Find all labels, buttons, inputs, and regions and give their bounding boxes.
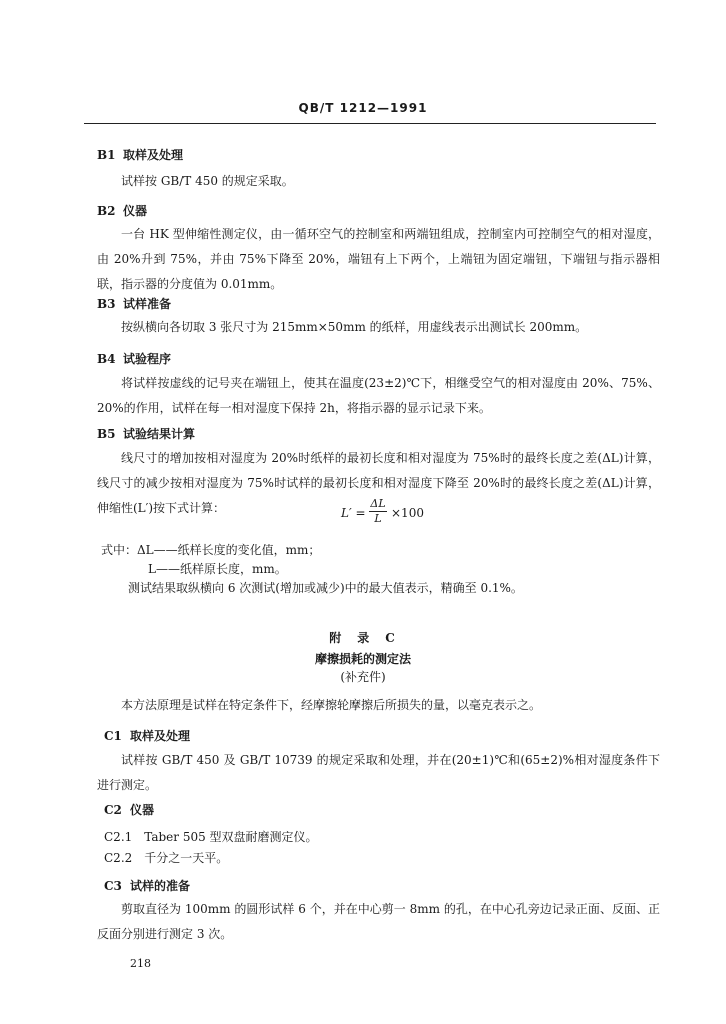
section-number: C1 [104,729,122,743]
section-b2-heading [97,202,147,219]
section-number: C3 [104,879,122,893]
formula-lhs: L′ = [341,506,366,520]
section-title: 仪器 [130,803,155,817]
section-number: B1 [97,148,116,162]
section-title: 取样及处理 [130,729,191,743]
section-b5-text: 线尺寸的增加按相对湿度为 20%时纸样的最初长度和相对湿度为 75%时的最终长度之差(ΔL)计算，线尺寸的减少按相对湿度为 75%时试样的最初长度和相对湿度下降至 20%时的最终长度之差(ΔL)计算，伸缩性(L′)按下式计算： [97,451,660,515]
section-number: C2 [104,803,122,817]
section-b5-heading [97,425,195,442]
section-title: 取样及处理 [123,148,184,162]
page-number: 218 [130,957,151,970]
section-b3-text: 按纵横向各切取 3 张尺寸为 215mm×50mm 的纸样，用虚线表示出测试长 200mm。 [121,320,588,334]
formula-fraction [369,497,387,526]
section-number: B3 [97,297,116,311]
section-title: 试验结果计算 [123,427,196,441]
header-rule [84,123,656,124]
result-text: 测试结果取纵横向 6 次测试(增加或减少)中的最大值表示，精确至 0.1%。 [128,581,523,595]
c2-item-2: C2.2 千分之一天平。 [104,851,229,865]
section-b4-text: 将试样按虚线的记号夹在端钮上，使其在温度(23±2)℃下，相继受空气的相对湿度由 20%、75%、20%的作用，试样在每一相对湿度下保持 2h，将指示器的显示记录下来。 [97,376,660,415]
appendix-subtitle: (补充件) [340,670,386,684]
section-title: 试验程序 [123,352,172,366]
section-number: B5 [97,427,116,441]
where-line-1: 式中：ΔL——纸样长度的变化值，mm； [101,543,321,557]
formula-numerator: ΔL [370,497,386,510]
section-c2-heading [104,801,154,818]
section-number: B4 [97,352,116,366]
section-b1-text: 试样按 GB/T 450 的规定采取。 [121,174,294,188]
c2-item-1: C2.1 Taber 505 型双盘耐磨测定仪。 [104,830,318,844]
section-number: B2 [97,204,116,218]
section-c1-heading [104,727,190,744]
formula-denominator: L [369,511,387,526]
section-title: 仪器 [123,204,148,218]
section-title: 试样的准备 [130,879,191,893]
formula-rhs: ×100 [391,506,424,520]
section-b3-heading [97,295,171,312]
section-c3-text: 剪取直径为 100mm 的圆形试样 6 个，并在中心剪一 8mm 的孔，在中心孔旁边记录正面、反面、正反面分别进行测定 3 次。 [97,902,660,941]
where-line-2: L——纸样原长度，mm。 [148,562,287,576]
section-b1-heading [97,146,183,163]
standard-header: QB/T 1212—1991 [298,101,428,115]
section-title: 试样准备 [123,297,172,311]
section-c1-text: 试样按 GB/T 450 及 GB/T 10739 的规定采取和处理，并在(20±1)℃和(65±2)%相对湿度条件下进行测定。 [97,753,660,792]
appendix-intro: 本方法原理是试样在特定条件下，经摩擦轮摩擦后所损失的量，以毫克表示之。 [121,698,542,712]
appendix-label: 附 录 C [329,631,397,645]
section-b2-text: 一台 HK 型伸缩性测定仪，由一循环空气的控制室和两端钮组成，控制室内可控制空气的相对湿度，由 20%升到 75%，并由 75%下降至 20%，端钮有上下两个，上端钮为固定端钮，下端钮与指示器相联，指示器的分度值为 0.01mm。 [97,227,660,291]
section-c3-heading [104,877,190,894]
appendix-title: 摩擦损耗的测定法 [314,652,411,666]
section-b4-heading [97,350,171,367]
